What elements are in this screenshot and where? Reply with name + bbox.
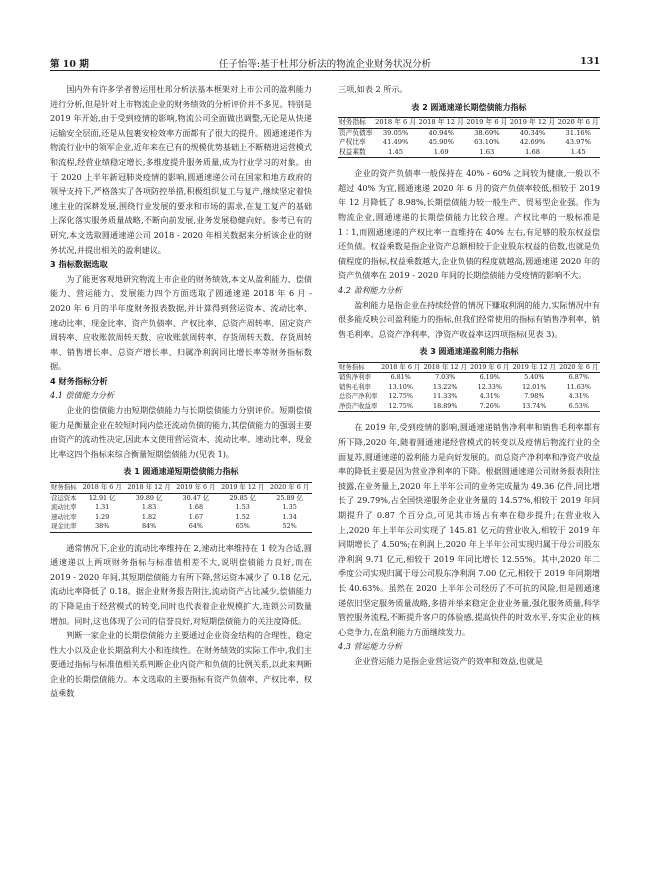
table-header-row <box>50 483 312 494</box>
table-cell: 营运资本 <box>51 493 77 502</box>
table-profitability <box>338 362 600 413</box>
column-header: 财务指标 <box>338 362 380 373</box>
table-header-row <box>338 362 600 373</box>
table-cell: 29.85 亿 <box>229 493 257 502</box>
table-cell: 31.16% <box>565 128 591 137</box>
table-cell: 1.63 <box>465 148 509 158</box>
table-cell: 流动比率 <box>51 503 77 512</box>
table-caption: 表 3 圆通速递盈利能力指标 <box>419 347 519 357</box>
table-cell: 6.87% <box>568 373 589 382</box>
table-cell: 63.10% <box>474 138 500 147</box>
table-cell: 现金比率 <box>50 522 80 532</box>
table-cell: 7.03% <box>435 373 456 382</box>
table-long-term-solvency <box>338 117 600 158</box>
table-cell: 1.68 <box>509 148 557 158</box>
column-header: 2020 年 6 月 <box>267 483 312 494</box>
table-cell: 净资产收益率 <box>338 402 380 412</box>
table-cell: 1.53 <box>235 503 250 512</box>
paragraph: 盈利能力是指企业在持续经营的情况下赚取利润的能力,实际情况中有很多能反映公司盈利能力的指标,但我们经常使用的指标有销售净利率、销售毛利率、总资产净利率、净资产收益率这四项指标(见表 3)。 <box>338 299 600 339</box>
table-short-term-solvency <box>50 482 312 533</box>
table-cell: 38% <box>80 522 125 532</box>
table-cell: 6.53% <box>558 402 600 412</box>
table-row <box>338 373 600 383</box>
table-cell: 13.74% <box>511 402 558 412</box>
table-cell: 13.22% <box>433 382 458 391</box>
table-cell: 12.91 亿 <box>88 493 116 502</box>
page-number: 131 <box>580 56 600 67</box>
table-cell: 30.47 亿 <box>182 493 210 502</box>
table-cell: 40.34% <box>519 128 546 137</box>
running-header <box>50 56 600 71</box>
table-cell: 7.98% <box>524 392 545 401</box>
table-row <box>338 383 600 393</box>
table-row <box>50 503 312 513</box>
table-cell: 1.45 <box>556 148 600 158</box>
subsection-heading: 4.2 盈利能力分析 <box>338 284 403 295</box>
table-row <box>50 513 312 523</box>
paragraph: 通常情况下,企业的流动比率维持在 2,速动比率维持在 1 较为合适,圆通速递以上两项财务指标与标准值相差不大,说明偿债能力良好,而在 2019 - 2020 年间,其短期偿债能力有所下降,营运资本减少了 0.18 亿元,流动比率降低了 0.18。据企业财务报告附注,流动资产占比减少,偿债能力的下降是由于经营模式的转变,同时也代表着企业规模扩大,连锁公司数量增加。同时,这也体现了公司的信誉良好,对短期偿债能力的关注度降低。 <box>50 542 312 626</box>
subsection-heading: 4.3 营运能力分析 <box>338 641 403 652</box>
table-cell: 38.69% <box>474 128 500 137</box>
table-cell: 42.69% <box>519 138 546 147</box>
column-header: 2018 年 6 月 <box>80 483 125 494</box>
right-column <box>338 82 600 669</box>
table-cell: 12.33% <box>477 382 502 391</box>
column-header: 2020 年 6 月 <box>557 118 599 127</box>
table-cell: 11.33% <box>433 392 458 401</box>
table-cell: 12.75% <box>388 392 413 401</box>
table-row <box>338 138 600 148</box>
column-header: 财务指标 <box>338 118 374 129</box>
table-cell: 1.35 <box>282 503 297 512</box>
table-cell: 4.31% <box>479 392 500 401</box>
table-cell: 45.90% <box>428 138 454 147</box>
table-row <box>338 392 600 402</box>
table-cell: 1.29 <box>95 512 110 521</box>
column-header: 2020 年 6 月 <box>559 362 599 371</box>
table-cell: 1.69 <box>417 148 465 158</box>
table-cell: 1.34 <box>282 512 297 521</box>
table-cell: 5.40% <box>524 373 545 382</box>
paragraph: 判断一家企业的长期偿债能力主要通过企业资金结构的合理性、稳定性大小以及企业长期盈利大小和连续性。在财务绩效的实际工作中,我们主要通过指标与标准值相关系判断企业内资产和负债的比例关系,以此来判断企业的长期偿债能力。本文选取的主要指标有资产负债率、产权比率、权益乘数 <box>50 630 312 699</box>
table-cell: 65% <box>218 522 267 532</box>
paragraph: 在 2019 年,受到疫情的影响,圆通速递销售净利率和销售毛利率都有所下降,2020 年,随着圆通速递经营模式的转变以及疫情后物流行业的全面复苏,圆通速递的盈利能力是向好发展的。而总资产净利率和净资产收益率的降低主要是因为营业净利率的下降。根据圆通速递公司财务报表附注披露,在业务量上,2020 年上半年公司的业务完成量为 49.36 亿件,同比增长了 29.79%,占全国快递服务企业业务量的 14.57%,相较于 2019 年同期提升了 0.87 个百分点,可见其市场占有率在稳步提升;在营业收入上,2020 年上半年公司实现了 145.81 亿元的营业收入,相较于 2019 年同期增长了 4.50%;在利润上,2020 年上半年公司实现归属于母公司股东净利润 9.71 亿元,相较于 2019 年同比增长 12.55%。其中,2020 年二季度公司实现归属于母公司股东净利润 7.00 亿元,相较于 2019 年同期增长 40.63%。虽然在 2020 上半年公司经历了不可抗的风险,但是圆通速递依旧坚定服务质量战略,多措并举来稳定企业业务量,强化服务质量,科学管控服务流程,不断提升客户的体验感,提高快件的时效水平,夯实企业的核心竞争力,在盈利能力方面继续发力。 <box>338 422 600 637</box>
paragraph: 企业营运能力是指企业营运资产的效率和效益,也就是 <box>354 655 543 666</box>
table-cell: 12.75% <box>380 402 422 412</box>
table-cell: 41.49% <box>382 138 409 147</box>
table-cell: 25.89 亿 <box>276 493 303 502</box>
running-title: 任子怡等:基于杜邦分析法的物流企业财务状况分析 <box>218 59 432 70</box>
subsection-heading: 4.1 偿债能力分析 <box>50 390 115 401</box>
table-cell: 销售净利率 <box>339 373 371 382</box>
table-cell: 产权比率 <box>339 138 366 147</box>
table-row <box>50 493 312 503</box>
table-cell: 1.45 <box>374 148 418 158</box>
issue-number: 第 10 期 <box>50 59 89 70</box>
table-cell: 1.31 <box>95 503 110 512</box>
table-cell: 速动比率 <box>51 512 77 521</box>
table-cell: 6.19% <box>479 373 500 382</box>
paragraph: 国内外有许多学者曾运用杜邦分析法基本框架对上市公司的盈利能力进行分析,但是针对上市物流企业的财务绩效的分析评价并不多见。特别是 2019 年开始,由于受到疫情的影响,物流公司全面做出调整,无论是从快递运输安全层面,还是从包裹安检效率方面都有了很大的提升。圆通速递作为物流行业中的领军企业,近年来在已有的规模优势基础上不断精进运营模式和流程,经营业绩稳定增长,多维度提升服务质量,成为行业学习的对象。由于 2020 上半年新冠肺炎疫情的影响,圆通速递公司在国家和地方政府的领导支持下,严格落实了各项防控举措,积极组织复工与复产,继续坚定着快速主业的深耕发展,围绕行业发展的要求和市场的需求,在复工复产的基础上深化落实服务质量战略,不断向前发展,业务发展稳健向好。参考已有的研究,本文选取圆通速递公司 2018 - 2020 年相关数据来分析该企业的财务状况,并提出相关的盈利建议。 <box>50 84 312 255</box>
table-cell: 52% <box>267 522 312 532</box>
table-cell: 43.97% <box>565 138 591 147</box>
column-header: 2018 年 6 月 <box>381 362 421 371</box>
table-cell: 84% <box>125 522 174 532</box>
left-column <box>50 82 312 701</box>
column-header: 2019 年 12 月 <box>512 362 556 371</box>
table-cell: 4.31% <box>568 392 589 401</box>
table-cell: 1.83 <box>141 503 157 512</box>
table-caption: 表 2 圆通速递长期偿债能力指标 <box>411 102 527 112</box>
table-cell: 11.63% <box>566 382 591 391</box>
column-header: 2019 年 6 月 <box>466 118 508 127</box>
column-header: 2018 年 6 月 <box>375 118 417 127</box>
table-header-row <box>338 118 600 129</box>
table-cell: 1.52 <box>235 512 250 521</box>
column-header: 2018 年 12 月 <box>125 483 174 494</box>
column-header: 2019 年 12 月 <box>218 483 267 494</box>
paragraph: 三项,如表 2 所示。 <box>338 84 408 94</box>
table-cell: 40.94% <box>428 128 454 137</box>
table-cell: 6.81% <box>390 373 411 382</box>
table-row <box>338 402 600 412</box>
section-heading: 3 指标数据选取 <box>50 259 108 270</box>
table-cell: 7.26% <box>469 402 511 412</box>
table-cell: 39.89 亿 <box>135 493 163 502</box>
table-cell: 销售毛利率 <box>339 382 371 391</box>
table-cell: 1.68 <box>188 503 204 512</box>
table-caption: 表 1 圆通速递短期偿债能力指标 <box>123 467 239 477</box>
table-row <box>338 148 600 158</box>
table-cell: 39.05% <box>382 128 409 137</box>
table-cell: 总资产净利率 <box>339 392 378 401</box>
table-cell: 18.89% <box>422 402 469 412</box>
table-cell: 1.67 <box>188 512 204 521</box>
paragraph: 企业的资产负债率一般保持在 40% - 60% 之间较为健康,一般以不超过 40% 为宜,圆通速递 2020 年 6 月的资产负债率较低,相较于 2019 年 12 月降低了 8.98%,长期偿债能力较一般生产、贸易型企业强。作为物流企业,圆通速递的长期偿债能力比较合理。产权比率的一般标准是 1∶1,而圆通速递的产权比率一直维持在 40% 左右,有足够的股东权益偿还负债。权益乘数是指企业资产总额相较于企业股东权益的倍数,也就是负债程度的指标,权益乘数越大,企业负债的程度就越高,圆通速递 2020 年的资产负债率在 2019 - 2020 年间的长期偿债能力受疫情的影响不大。 <box>338 168 600 281</box>
table-row <box>338 128 600 138</box>
table-cell: 资产负债率 <box>339 128 373 137</box>
paragraph: 为了能更客观地研究物流上市企业的财务绩效,本文从盈利能力、偿债能力、营运能力、发展能力四个方面选取了圆通速递 2018 年 6 月 - 2020 年 6 月的半年度财务报表数据,并计算得到营运资本、流动比率、速动比率、现金比率、资产负债率、产权比率、总资产周转率、固定资产周转率、应收账款周转天数、应收账款周转率、存货周转天数、存货周转率、销售增长率、总资产增长率、归属净利润同比增长率等财务指标数据。 <box>50 273 312 372</box>
column-header: 财务指标 <box>50 483 80 494</box>
column-header: 2019 年 12 月 <box>509 118 556 127</box>
table-cell: 权益乘数 <box>338 148 374 158</box>
paragraph: 企业的偿债能力由短期偿债能力与长期偿债能力分别评价。短期偿债能力是衡量企业在较短时间内偿还流动负债的能力,其偿债能力的强弱主要由资产的流动性决定,因此本文使用营运资本、流动比率、速动比率、现金比率这四个指标来综合衡量短期偿债能力(见表 1)。 <box>50 405 312 459</box>
table-cell: 13.10% <box>388 382 413 391</box>
section-heading: 4 财务指标分析 <box>50 375 108 386</box>
table-cell: 12.01% <box>522 382 547 391</box>
table-cell: 64% <box>174 522 219 532</box>
column-header: 2018 年 12 月 <box>423 362 467 371</box>
table-row <box>50 522 312 532</box>
column-header: 2018 年 12 月 <box>418 118 464 127</box>
table-cell: 1.82 <box>141 512 157 521</box>
column-header: 2019 年 6 月 <box>174 483 219 494</box>
column-header: 2019 年 6 月 <box>470 362 510 371</box>
